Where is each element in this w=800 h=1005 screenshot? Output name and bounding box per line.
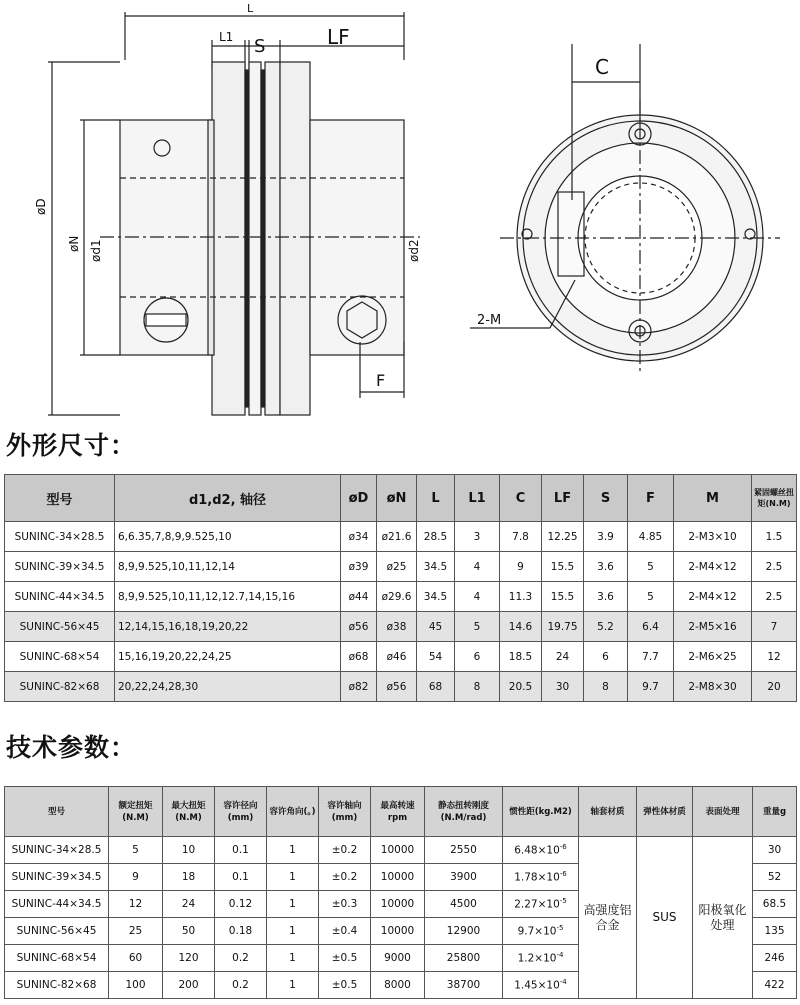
table-cell: 11.3: [500, 582, 542, 612]
table-cell: ±0.2: [319, 837, 371, 864]
table-cell: SUNINC-56×45: [5, 918, 109, 945]
table-cell: 10: [163, 837, 215, 864]
table-cell: 0.2: [215, 972, 267, 999]
label-N: øN: [67, 235, 81, 252]
section-title-tech-params: 技术参数：: [6, 733, 137, 762]
column-header: 最大扭矩(N.M): [163, 787, 215, 837]
table-cell: SUNINC-68×54: [5, 642, 115, 672]
table-cell: 68.5: [753, 891, 797, 918]
elastic-material-cell: SUS: [637, 837, 693, 999]
table-cell: 4: [455, 582, 500, 612]
table-cell: ø46: [377, 642, 417, 672]
table-cell: 4: [455, 552, 500, 582]
table-cell: 7: [752, 612, 797, 642]
table-cell: 52: [753, 864, 797, 891]
table-cell: 6: [455, 642, 500, 672]
table-cell: SUNINC-39×34.5: [5, 552, 115, 582]
table-cell: 9.7: [628, 672, 674, 702]
table-cell: 3: [455, 522, 500, 552]
table-cell: 12: [752, 642, 797, 672]
table-cell: 8000: [371, 972, 425, 999]
table-cell: 1: [267, 891, 319, 918]
column-header: F: [628, 475, 674, 522]
table-cell: 7.8: [500, 522, 542, 552]
table-cell: ø68: [341, 642, 377, 672]
column-header: 容许轴向(mm): [319, 787, 371, 837]
inertia-exponent: -6: [559, 870, 567, 879]
table-cell: 25800: [425, 945, 503, 972]
surface-treatment-cell: 阳极氧化处理: [693, 837, 753, 999]
column-header: L: [417, 475, 455, 522]
table-cell: 2.5: [752, 552, 797, 582]
table-cell: 2-M3×10: [674, 522, 752, 552]
table-cell: 2-M8×30: [674, 672, 752, 702]
table-cell: SUNINC-44×34.5: [5, 582, 115, 612]
table-cell: ±0.4: [319, 918, 371, 945]
column-header: 容许径向(mm): [215, 787, 267, 837]
table-cell: 4.85: [628, 522, 674, 552]
table-cell: 2.5: [752, 582, 797, 612]
table-cell: 200: [163, 972, 215, 999]
inertia-base: 1.78×10: [514, 871, 560, 884]
table-cell: 5: [109, 837, 163, 864]
table-cell: 20,22,24,28,30: [115, 672, 341, 702]
table-cell: 6,6.35,7,8,9,9.525,10: [115, 522, 341, 552]
column-header: 额定扭矩(N.M): [109, 787, 163, 837]
table-cell: 6.4: [628, 612, 674, 642]
table-cell: 10000: [371, 918, 425, 945]
table-cell: 45: [417, 612, 455, 642]
column-header: øN: [377, 475, 417, 522]
column-header: 轴套材质: [579, 787, 637, 837]
table-cell: 1.5: [752, 522, 797, 552]
table-cell: 135: [753, 918, 797, 945]
column-header: 容许角向(。): [267, 787, 319, 837]
table-cell: 1: [267, 945, 319, 972]
table-cell: 7.7: [628, 642, 674, 672]
table-cell: 30: [753, 837, 797, 864]
dimension-table: [4, 474, 797, 702]
table-cell: 15,16,19,20,22,24,25: [115, 642, 341, 672]
table-cell: 9000: [371, 945, 425, 972]
table-cell: 9: [109, 864, 163, 891]
table-cell: 8,9,9.525,10,11,12,14: [115, 552, 341, 582]
table-row: [5, 672, 797, 702]
table-cell: 14.6: [500, 612, 542, 642]
table-cell: ø56: [377, 672, 417, 702]
inertia-exponent: -6: [559, 843, 567, 852]
table-cell: SUNINC-68×54: [5, 945, 109, 972]
table-cell: 24: [542, 642, 584, 672]
column-header: 弹性体材质: [637, 787, 693, 837]
table-cell: 8,9,9.525,10,11,12,12.7,14,15,16: [115, 582, 341, 612]
table-cell: 0.18: [215, 918, 267, 945]
table-cell: ±0.3: [319, 891, 371, 918]
label-L1: L1: [219, 30, 234, 44]
column-header: C: [500, 475, 542, 522]
table-cell: 8: [455, 672, 500, 702]
tech-table-header: [5, 787, 797, 837]
table-cell: 246: [753, 945, 797, 972]
table-cell: SUNINC-82×68: [5, 972, 109, 999]
table-cell: 1: [267, 918, 319, 945]
table-cell: [503, 891, 579, 918]
table-cell: [503, 864, 579, 891]
table-cell: 5.2: [584, 612, 628, 642]
table-cell: 12900: [425, 918, 503, 945]
column-header: 最高转速rpm: [371, 787, 425, 837]
column-header: 型号: [5, 787, 109, 837]
table-cell: 68: [417, 672, 455, 702]
label-d1: ød1: [89, 239, 103, 262]
table-cell: 10000: [371, 891, 425, 918]
inertia-exponent: -4: [559, 978, 567, 987]
table-cell: ø82: [341, 672, 377, 702]
table-cell: 120: [163, 945, 215, 972]
table-cell: 34.5: [417, 552, 455, 582]
column-header: d1,d2, 轴径: [115, 475, 341, 522]
coupling-drawing: [0, 0, 800, 420]
inertia-base: 9.7×10: [517, 925, 557, 938]
table-row: [5, 552, 797, 582]
column-header: 紧固螺丝扭矩(N.M): [752, 475, 797, 522]
table-cell: 8: [584, 672, 628, 702]
table-cell: 9: [500, 552, 542, 582]
section-title-dimensions: 外形尺寸：: [6, 431, 137, 460]
column-header: 重量g: [753, 787, 797, 837]
table-cell: 1: [267, 864, 319, 891]
table-cell: 20: [752, 672, 797, 702]
table-cell: SUNINC-44×34.5: [5, 891, 109, 918]
table-cell: 5: [628, 582, 674, 612]
table-cell: [503, 972, 579, 999]
table-cell: 0.12: [215, 891, 267, 918]
table-cell: 1: [267, 837, 319, 864]
label-S: S: [254, 36, 266, 57]
table-row: [5, 612, 797, 642]
table-cell: 0.2: [215, 945, 267, 972]
table-cell: 3900: [425, 864, 503, 891]
table-cell: 12,14,15,16,18,19,20,22: [115, 612, 341, 642]
column-header: L1: [455, 475, 500, 522]
table-cell: 15.5: [542, 552, 584, 582]
table-cell: ø34: [341, 522, 377, 552]
inertia-base: 1.2×10: [517, 952, 557, 965]
table-cell: ø29.6: [377, 582, 417, 612]
table-cell: 34.5: [417, 582, 455, 612]
table-cell: 28.5: [417, 522, 455, 552]
column-header: 型号: [5, 475, 115, 522]
table-cell: 18: [163, 864, 215, 891]
table-cell: 12: [109, 891, 163, 918]
table-cell: 3.6: [584, 552, 628, 582]
table-cell: ø56: [341, 612, 377, 642]
table-row: [5, 642, 797, 672]
table-cell: ø38: [377, 612, 417, 642]
table-cell: ø44: [341, 582, 377, 612]
inertia-exponent: -5: [556, 924, 564, 933]
table-cell: ±0.5: [319, 945, 371, 972]
table-cell: 0.1: [215, 864, 267, 891]
table-cell: 10000: [371, 837, 425, 864]
table-cell: 3.9: [584, 522, 628, 552]
table-cell: 20.5: [500, 672, 542, 702]
column-header: M: [674, 475, 752, 522]
table-cell: 5: [628, 552, 674, 582]
table-cell: ø39: [341, 552, 377, 582]
table-cell: 2-M4×12: [674, 552, 752, 582]
inertia-exponent: -5: [559, 897, 567, 906]
table-row: [5, 837, 797, 864]
inertia-base: 2.27×10: [514, 898, 560, 911]
table-row: [5, 582, 797, 612]
table-cell: 19.75: [542, 612, 584, 642]
table-cell: SUNINC-39×34.5: [5, 864, 109, 891]
table-cell: SUNINC-34×28.5: [5, 837, 109, 864]
column-header: øD: [341, 475, 377, 522]
table-cell: [503, 945, 579, 972]
label-D: øD: [34, 198, 48, 215]
dimension-table-header: [5, 475, 797, 522]
table-cell: 10000: [371, 864, 425, 891]
table-cell: 54: [417, 642, 455, 672]
table-cell: 25: [109, 918, 163, 945]
table-cell: 24: [163, 891, 215, 918]
column-header: LF: [542, 475, 584, 522]
table-cell: 3.6: [584, 582, 628, 612]
label-C: C: [595, 55, 609, 79]
table-row: [5, 522, 797, 552]
table-cell: 5: [455, 612, 500, 642]
table-cell: 2-M6×25: [674, 642, 752, 672]
table-cell: 30: [542, 672, 584, 702]
table-cell: 1: [267, 972, 319, 999]
inertia-base: 6.48×10: [514, 844, 560, 857]
table-cell: ±0.2: [319, 864, 371, 891]
table-cell: 4500: [425, 891, 503, 918]
table-cell: ±0.5: [319, 972, 371, 999]
table-cell: [503, 837, 579, 864]
table-cell: SUNINC-82×68: [5, 672, 115, 702]
column-header: S: [584, 475, 628, 522]
inertia-exponent: -4: [556, 951, 564, 960]
table-cell: 422: [753, 972, 797, 999]
table-cell: 60: [109, 945, 163, 972]
table-cell: 6: [584, 642, 628, 672]
tech-params-table: [4, 786, 797, 999]
table-cell: 2550: [425, 837, 503, 864]
table-cell: 2-M5×16: [674, 612, 752, 642]
table-cell: 0.1: [215, 837, 267, 864]
table-cell: SUNINC-56×45: [5, 612, 115, 642]
table-cell: 18.5: [500, 642, 542, 672]
label-L: L: [247, 2, 254, 15]
table-cell: [503, 918, 579, 945]
table-cell: 38700: [425, 972, 503, 999]
table-cell: SUNINC-34×28.5: [5, 522, 115, 552]
table-cell: 50: [163, 918, 215, 945]
table-cell: 100: [109, 972, 163, 999]
column-header: 静态扭转刚度(N.M/rad): [425, 787, 503, 837]
label-M: 2-M: [477, 313, 502, 328]
label-d2: ød2: [407, 239, 421, 262]
column-header: 惯性距(kg.M2): [503, 787, 579, 837]
table-cell: ø21.6: [377, 522, 417, 552]
inertia-base: 1.45×10: [514, 979, 560, 992]
table-cell: 12.25: [542, 522, 584, 552]
column-header: 表面处理: [693, 787, 753, 837]
table-cell: 2-M4×12: [674, 582, 752, 612]
label-F: F: [376, 371, 386, 390]
label-LF: LF: [327, 25, 350, 49]
hub-material-cell: 高强度铝合金: [579, 837, 637, 999]
table-cell: ø25: [377, 552, 417, 582]
table-cell: 15.5: [542, 582, 584, 612]
